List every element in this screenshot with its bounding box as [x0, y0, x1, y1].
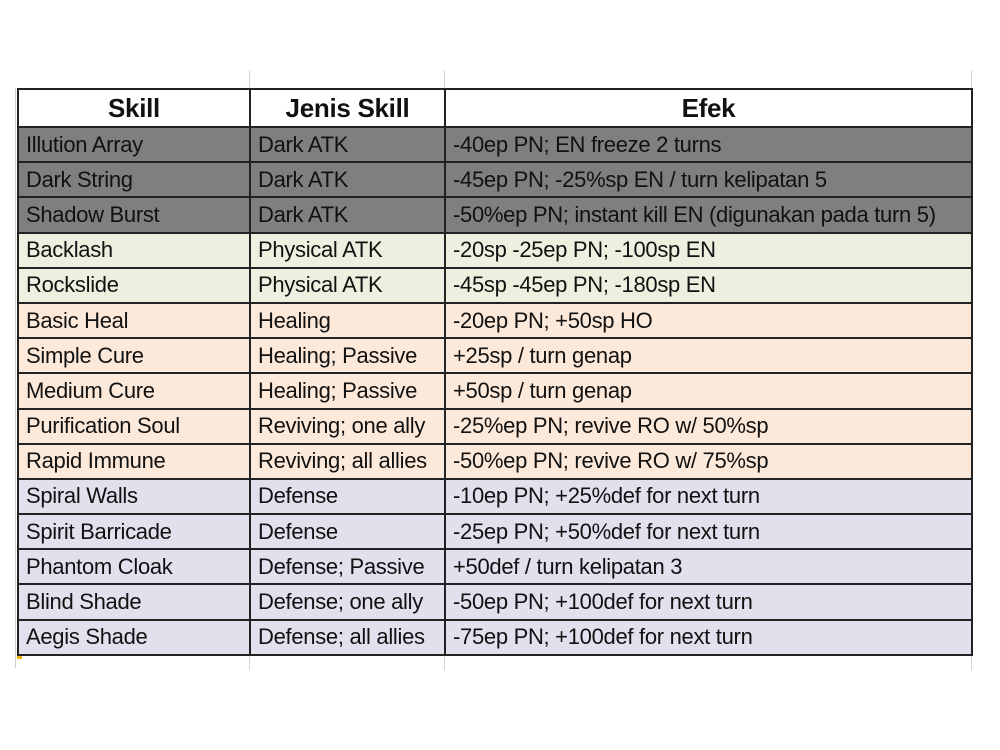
skill-cell[interactable]: Shadow Burst — [18, 197, 250, 232]
jenis-skill-cell[interactable]: Dark ATK — [250, 162, 445, 197]
table-row — [18, 197, 972, 232]
efek-cell[interactable]: +25sp / turn genap — [445, 338, 972, 373]
efek-cell[interactable]: -25ep PN; +50%def for next turn — [445, 514, 972, 549]
skill-cell[interactable]: Aegis Shade — [18, 620, 250, 655]
jenis-skill-cell[interactable]: Healing; Passive — [250, 338, 445, 373]
efek-cell[interactable]: -75ep PN; +100def for next turn — [445, 620, 972, 655]
skill-cell[interactable]: Medium Cure — [18, 373, 250, 408]
efek-cell[interactable]: -40ep PN; EN freeze 2 turns — [445, 127, 972, 162]
table-row — [18, 409, 972, 444]
gridline — [971, 70, 972, 88]
jenis-skill-cell[interactable]: Defense; Passive — [250, 549, 445, 584]
gridline — [249, 70, 250, 88]
skill-cell[interactable]: Backlash — [18, 233, 250, 268]
skill-cell[interactable]: Spirit Barricade — [18, 514, 250, 549]
skill-cell[interactable]: Rockslide — [18, 268, 250, 303]
efek-cell[interactable]: -45ep PN; -25%sp EN / turn kelipatan 5 — [445, 162, 972, 197]
jenis-skill-cell[interactable]: Reviving; all allies — [250, 444, 445, 479]
table-row — [18, 268, 972, 303]
table-row — [18, 127, 972, 162]
jenis-skill-cell[interactable]: Defense; one ally — [250, 584, 445, 619]
cropped-previous-row — [17, 70, 985, 88]
skill-cell[interactable]: Basic Heal — [18, 303, 250, 338]
table-body — [18, 127, 972, 655]
jenis-skill-cell[interactable]: Defense — [250, 479, 445, 514]
jenis-skill-cell[interactable]: Defense; all allies — [250, 620, 445, 655]
table-row — [18, 233, 972, 268]
jenis-skill-cell[interactable]: Dark ATK — [250, 127, 445, 162]
skill-cell[interactable]: Dark String — [18, 162, 250, 197]
table-row — [18, 338, 972, 373]
jenis-skill-cell[interactable]: Defense — [250, 514, 445, 549]
efek-cell[interactable]: -25%ep PN; revive RO w/ 50%sp — [445, 409, 972, 444]
gridline — [971, 656, 972, 670]
spreadsheet — [17, 70, 985, 670]
table-row — [18, 479, 972, 514]
jenis-skill-cell[interactable]: Healing; Passive — [250, 373, 445, 408]
jenis-skill-cell[interactable]: Physical ATK — [250, 233, 445, 268]
sheet-left-gridline — [15, 88, 16, 668]
jenis-skill-cell[interactable]: Healing — [250, 303, 445, 338]
table-row — [18, 373, 972, 408]
skill-cell[interactable]: Rapid Immune — [18, 444, 250, 479]
gridline — [249, 656, 250, 670]
skill-cell[interactable]: Simple Cure — [18, 338, 250, 373]
header-skill[interactable]: Skill — [18, 89, 250, 127]
skill-cell[interactable]: Illution Array — [18, 127, 250, 162]
next-empty-row — [17, 656, 985, 670]
efek-cell[interactable]: +50sp / turn genap — [445, 373, 972, 408]
skill-cell[interactable]: Blind Shade — [18, 584, 250, 619]
header-row — [18, 89, 972, 127]
efek-cell[interactable]: -50ep PN; +100def for next turn — [445, 584, 972, 619]
efek-cell[interactable]: -10ep PN; +25%def for next turn — [445, 479, 972, 514]
efek-cell[interactable]: -50%ep PN; instant kill EN (digunakan pada turn 5) — [445, 197, 972, 232]
jenis-skill-cell[interactable]: Reviving; one ally — [250, 409, 445, 444]
efek-cell[interactable]: +50def / turn kelipatan 3 — [445, 549, 972, 584]
gridline — [444, 656, 445, 670]
table-row — [18, 549, 972, 584]
efek-cell[interactable]: -45sp -45ep PN; -180sp EN — [445, 268, 972, 303]
jenis-skill-cell[interactable]: Dark ATK — [250, 197, 445, 232]
gridline — [444, 70, 445, 88]
skill-cell[interactable]: Spiral Walls — [18, 479, 250, 514]
efek-cell[interactable]: -50%ep PN; revive RO w/ 75%sp — [445, 444, 972, 479]
table-row — [18, 584, 972, 619]
table-row — [18, 162, 972, 197]
table-row — [18, 303, 972, 338]
skill-cell[interactable]: Purification Soul — [18, 409, 250, 444]
skill-cell[interactable]: Phantom Cloak — [18, 549, 250, 584]
header-jenis-skill[interactable]: Jenis Skill — [250, 89, 445, 127]
efek-cell[interactable]: -20sp -25ep PN; -100sp EN — [445, 233, 972, 268]
table-row — [18, 620, 972, 655]
jenis-skill-cell[interactable]: Physical ATK — [250, 268, 445, 303]
header-efek[interactable]: Efek — [445, 89, 972, 127]
efek-cell[interactable]: -20ep PN; +50sp HO — [445, 303, 972, 338]
table-row — [18, 444, 972, 479]
skill-table — [17, 88, 973, 656]
table-row — [18, 514, 972, 549]
